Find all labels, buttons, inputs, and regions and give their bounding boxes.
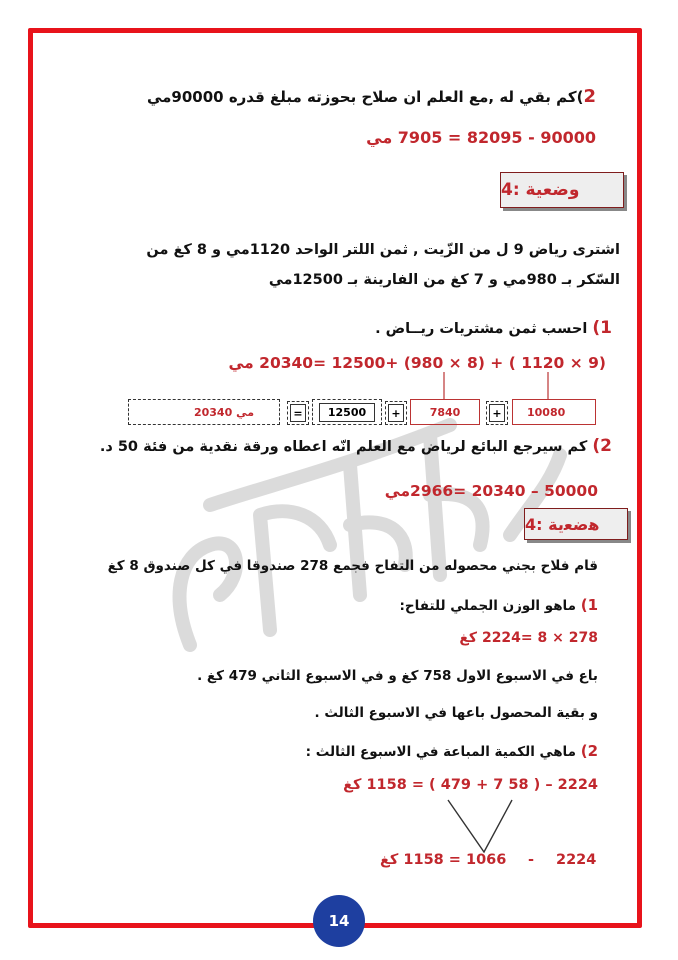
question-text: )كم بقي له ,مع العلم ان صلاح بحوزته مبلغ قدره 90000مي: [146, 88, 584, 106]
situation-header: [500, 172, 624, 208]
answer-line: 50000 – 20340 =2966مي: [384, 482, 598, 500]
problem3-question2: [147, 86, 596, 107]
statement-line-b: و بقية المحصول باعها في الاسبوع الثالث .: [314, 705, 598, 721]
page-frame: [28, 28, 642, 928]
answer-line: 2224 – ( 58 7 + 479 ) = 1158 كغ: [343, 777, 598, 793]
answer-step-minus: -: [528, 852, 535, 868]
plus-box-2: [486, 401, 508, 425]
answer-step-left: 2224: [556, 852, 597, 868]
page-number: 14: [328, 912, 350, 930]
question-number: 2): [580, 742, 598, 760]
plus-box-1: [385, 401, 407, 425]
question-1: [400, 596, 598, 614]
flour-box: [312, 399, 382, 425]
situation-title: ﻫﺿﻌﻳﺔ :4: [525, 514, 600, 534]
question-text: كم سيرجع البائع لرياض مع العلم انّه اعطاه ورقة نقدية من فئة 50 د.: [99, 439, 588, 455]
statement-line-a: باع في الاسبوع الاول 758 كغ و في الاسبوع الثاني 479 كغ .: [197, 668, 598, 684]
question-number: 1): [592, 318, 612, 338]
question-text: احسب ثمن مشتريات ريــاض .: [375, 321, 588, 337]
total-value: 20340 مي: [193, 405, 255, 419]
plus-sign: +: [388, 404, 404, 422]
question-number: 2: [583, 86, 596, 107]
situation-header: [524, 508, 628, 540]
equals-sign: =: [290, 404, 306, 422]
question-text: ماهو الوزن الجملي للتفاح:: [399, 598, 576, 614]
question-1: [375, 318, 612, 338]
situation-title: وضعية :4: [501, 180, 580, 200]
answer-line: 278 × 8 =2224 كغ: [459, 630, 598, 646]
grouping-lines: [440, 796, 520, 858]
connector-lines: [420, 368, 580, 402]
situation-statement-line2: السّكر بـ 980مي و 7 كغ من الفارينة بـ 12500مي: [268, 272, 620, 288]
answer-step-mid: 1066: [466, 852, 507, 868]
page-number-badge: [313, 895, 365, 947]
question-number: 1): [580, 596, 598, 614]
question-number: 2): [592, 436, 612, 456]
oil-box: 10080: [512, 399, 596, 425]
question-2: [100, 436, 612, 456]
sugar-box: 7840: [410, 399, 480, 425]
calculation-line: (9 × 1120 ) + (8 × 980) +12500 =20340 مي: [228, 354, 606, 372]
problem3-answer: 90000 - 82095 = 7905 مي: [366, 128, 596, 147]
question-text: ماهي الكمية المباعة في الاسبوع الثالث :: [305, 744, 576, 760]
question-2: [306, 742, 598, 760]
answer-step-right: = 1158 كغ: [380, 852, 461, 868]
situation-statement-line1: اشترى رياض 9 ل من الزّيت , ثمن اللتر الواحد 1120مي و 8 كغ من: [146, 242, 620, 258]
plus-sign: +: [489, 404, 505, 422]
situation-statement: قام فلاح بجني محصوله من التفاح فجمع 278 صندوقا في كل صندوق 8 كغ: [107, 558, 598, 574]
equals-box: [287, 401, 309, 425]
flour-value: 12500: [319, 403, 375, 422]
total-box: [128, 399, 280, 425]
